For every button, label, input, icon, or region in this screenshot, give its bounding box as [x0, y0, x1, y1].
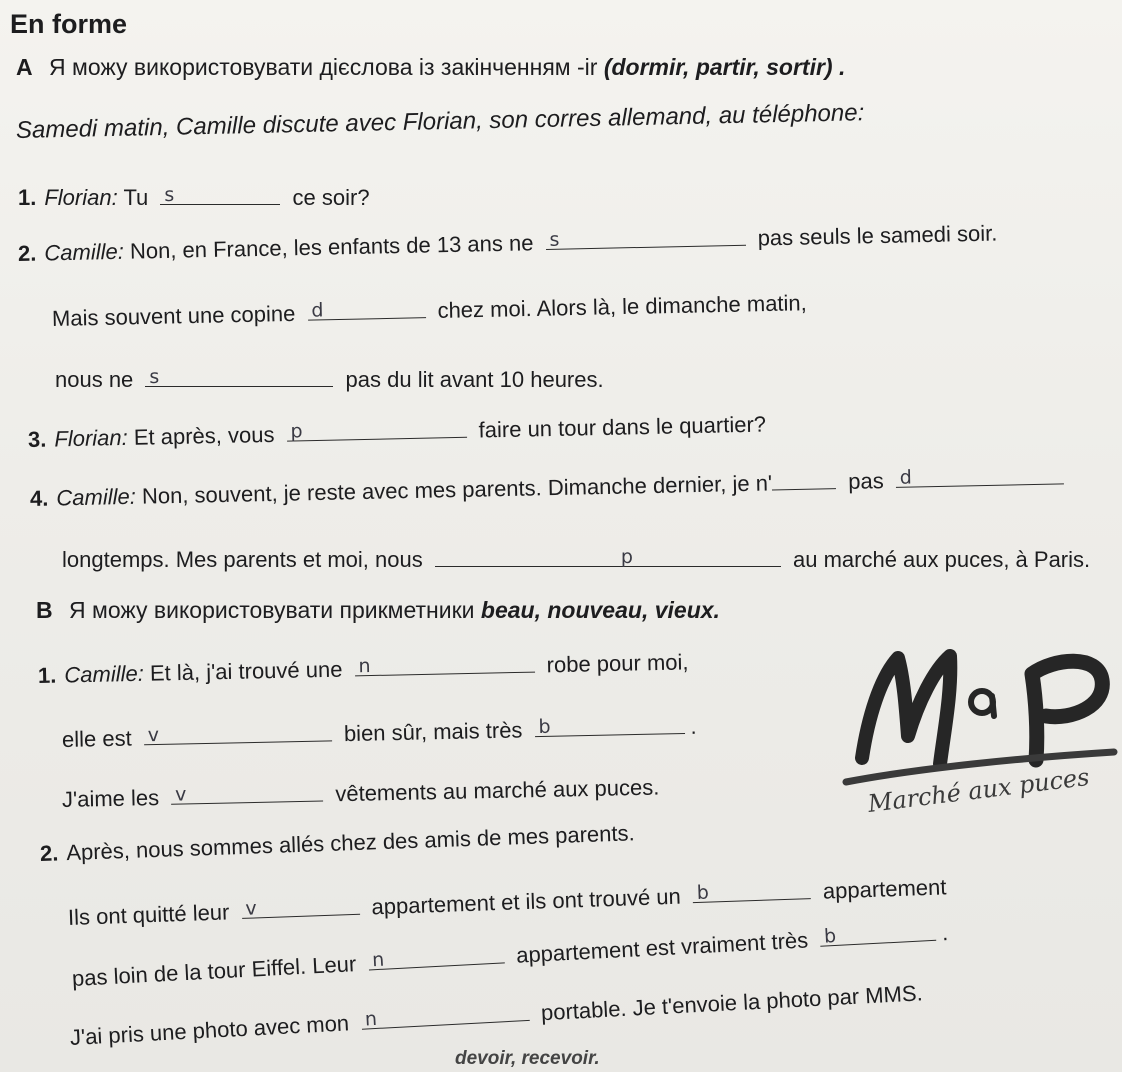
text-before-blank: Non, en France, les enfants de 13 ans ne: [129, 230, 534, 264]
handwritten-hint: d: [311, 299, 324, 322]
answer-blank-2[interactable]: [692, 878, 811, 903]
text-middle: pas: [847, 468, 884, 494]
answer-blank-2[interactable]: [534, 713, 684, 737]
item-number: 2.: [17, 240, 37, 266]
speaker: Florian:: [44, 185, 118, 210]
section-b-header: [36, 598, 720, 623]
text-after-blank: ce soir?: [292, 185, 370, 210]
text-after-blank: au marché aux puces, à Paris.: [792, 547, 1091, 572]
exercise-a1: [18, 184, 370, 210]
answer-blank[interactable]: [368, 942, 505, 970]
handwritten-hint: b: [696, 881, 710, 905]
handwritten-hint: v: [245, 897, 258, 920]
item-number: 4.: [29, 485, 49, 511]
answer-blank[interactable]: [772, 468, 836, 490]
handwritten-hint: s: [164, 184, 175, 207]
item-number: 1.: [18, 185, 37, 210]
text-after-blank: pas du lit avant 10 heures.: [345, 367, 604, 392]
item-number: 3.: [27, 426, 47, 452]
text-after-blank: portable. Je t'envoie la photo par MMS.: [540, 980, 924, 1026]
section-b-text: Я можу використовувати прикметники: [69, 597, 475, 623]
item-number: 1.: [37, 662, 57, 688]
answer-blank-2[interactable]: [896, 463, 1064, 488]
item-number: 2.: [39, 840, 59, 866]
answer-blank[interactable]: [145, 366, 333, 387]
text-after-blank: .: [941, 920, 949, 946]
exercise-b1-line3: [62, 773, 660, 812]
exercise-a3: [28, 411, 767, 453]
text-middle: appartement est vraiment très: [515, 927, 809, 968]
text-before-blank: Tu: [123, 185, 149, 210]
text-before-blank: nous ne: [55, 367, 134, 392]
text-before-blank: J'ai pris une photo avec mon: [69, 1010, 350, 1050]
handwritten-hint: n: [364, 1008, 378, 1031]
text-before-blank: Et après, vous: [133, 421, 275, 450]
section-b-letter: B: [36, 597, 53, 623]
text-before-blank: J'aime les: [61, 784, 160, 812]
handwritten-hint: n: [358, 655, 371, 678]
footer-cutoff-text: devoir, recevoir.: [455, 1048, 600, 1069]
text-after-blank: faire un tour dans le quartier?: [478, 411, 767, 443]
handwritten-hint: p: [290, 420, 303, 443]
handwritten-hint: d: [899, 466, 913, 489]
exercise-a2-line2: [52, 289, 807, 331]
dialog-intro: Samedi matin, Camille discute avec Florian, son corres allemand, au téléphone:: [15, 99, 865, 144]
handwritten-hint: p: [620, 546, 633, 569]
handwritten-hint: s: [149, 366, 160, 389]
text-after-blank: pas seuls le samedi soir.: [757, 220, 998, 251]
text-middle: appartement et ils ont trouvé un: [371, 883, 682, 920]
text-before-blank: Ils ont quitté leur: [67, 899, 230, 930]
answer-blank[interactable]: [360, 1000, 529, 1030]
handwritten-hint: v: [174, 783, 187, 806]
text-before-blank: longtemps. Mes parents et moi, nous: [62, 547, 423, 572]
text-before-blank: pas loin de la tour Eiffel. Leur: [71, 951, 357, 991]
speaker: Camille:: [64, 660, 145, 688]
page-title: En forme: [10, 9, 128, 39]
speaker: Camille:: [56, 483, 137, 511]
exercise-b2-line4: [69, 979, 923, 1050]
exercise-b1: [38, 648, 689, 688]
answer-blank[interactable]: [354, 652, 534, 677]
speaker: Florian:: [54, 424, 128, 452]
section-a-verbs: (dormir, partir, sortir) .: [603, 54, 846, 80]
handwritten-hint: n: [371, 948, 385, 972]
answer-blank[interactable]: [435, 546, 781, 567]
exercise-b1-line2: [62, 713, 697, 752]
answer-blank-2[interactable]: [819, 920, 936, 947]
answer-blank[interactable]: [171, 781, 323, 805]
section-a-letter: A: [16, 54, 33, 80]
answer-blank[interactable]: [144, 720, 332, 745]
handwritten-hint: b: [823, 925, 837, 948]
text-before-blank: Et là, j'ai trouvé une: [149, 656, 343, 686]
answer-blank[interactable]: [307, 297, 425, 320]
exercise-b2: [40, 821, 635, 866]
b2-text: Après, nous sommes allés chez des amis de mes parents.: [65, 820, 636, 866]
exercise-a4: [30, 463, 1070, 511]
text-after-blank: vêtements au marché aux puces.: [335, 774, 660, 807]
section-a-text: Я можу використовувати дієслова із закінченням -ir: [49, 54, 598, 80]
speaker: Camille:: [44, 238, 125, 266]
text-before-blank: elle est: [61, 725, 132, 752]
exercise-a4-line2: [62, 546, 1090, 572]
section-b-adjectives: beau, nouveau, vieux.: [480, 597, 720, 623]
answer-blank[interactable]: [160, 184, 280, 205]
exercise-a2-line3: [55, 366, 604, 392]
answer-blank[interactable]: [286, 417, 466, 442]
text-after-blank: chez moi. Alors là, le dimanche matin,: [437, 290, 808, 323]
handwritten-hint: b: [538, 715, 551, 739]
text-after-blank: robe pour moi,: [546, 649, 689, 678]
handwritten-hint: v: [147, 724, 160, 747]
text-before-blank: Mais souvent une copine: [51, 300, 296, 331]
answer-blank[interactable]: [241, 894, 360, 919]
exercise-b2-line3: [71, 919, 948, 991]
exercise-a2: [18, 219, 998, 266]
exercise-b2-line2: [68, 873, 947, 930]
logo-caption: Marché aux puces: [866, 762, 1091, 818]
text-middle: bien sûr, mais très: [343, 717, 523, 747]
handwritten-hint: s: [549, 228, 560, 251]
answer-blank[interactable]: [545, 225, 745, 250]
text-before-blank: Non, souvent, je reste avec mes parents. Dimanche dernier, je n': [141, 470, 773, 509]
section-a-header: [16, 55, 845, 80]
text-after-blank: .: [690, 713, 697, 739]
text-after-blank: appartement: [822, 874, 947, 904]
